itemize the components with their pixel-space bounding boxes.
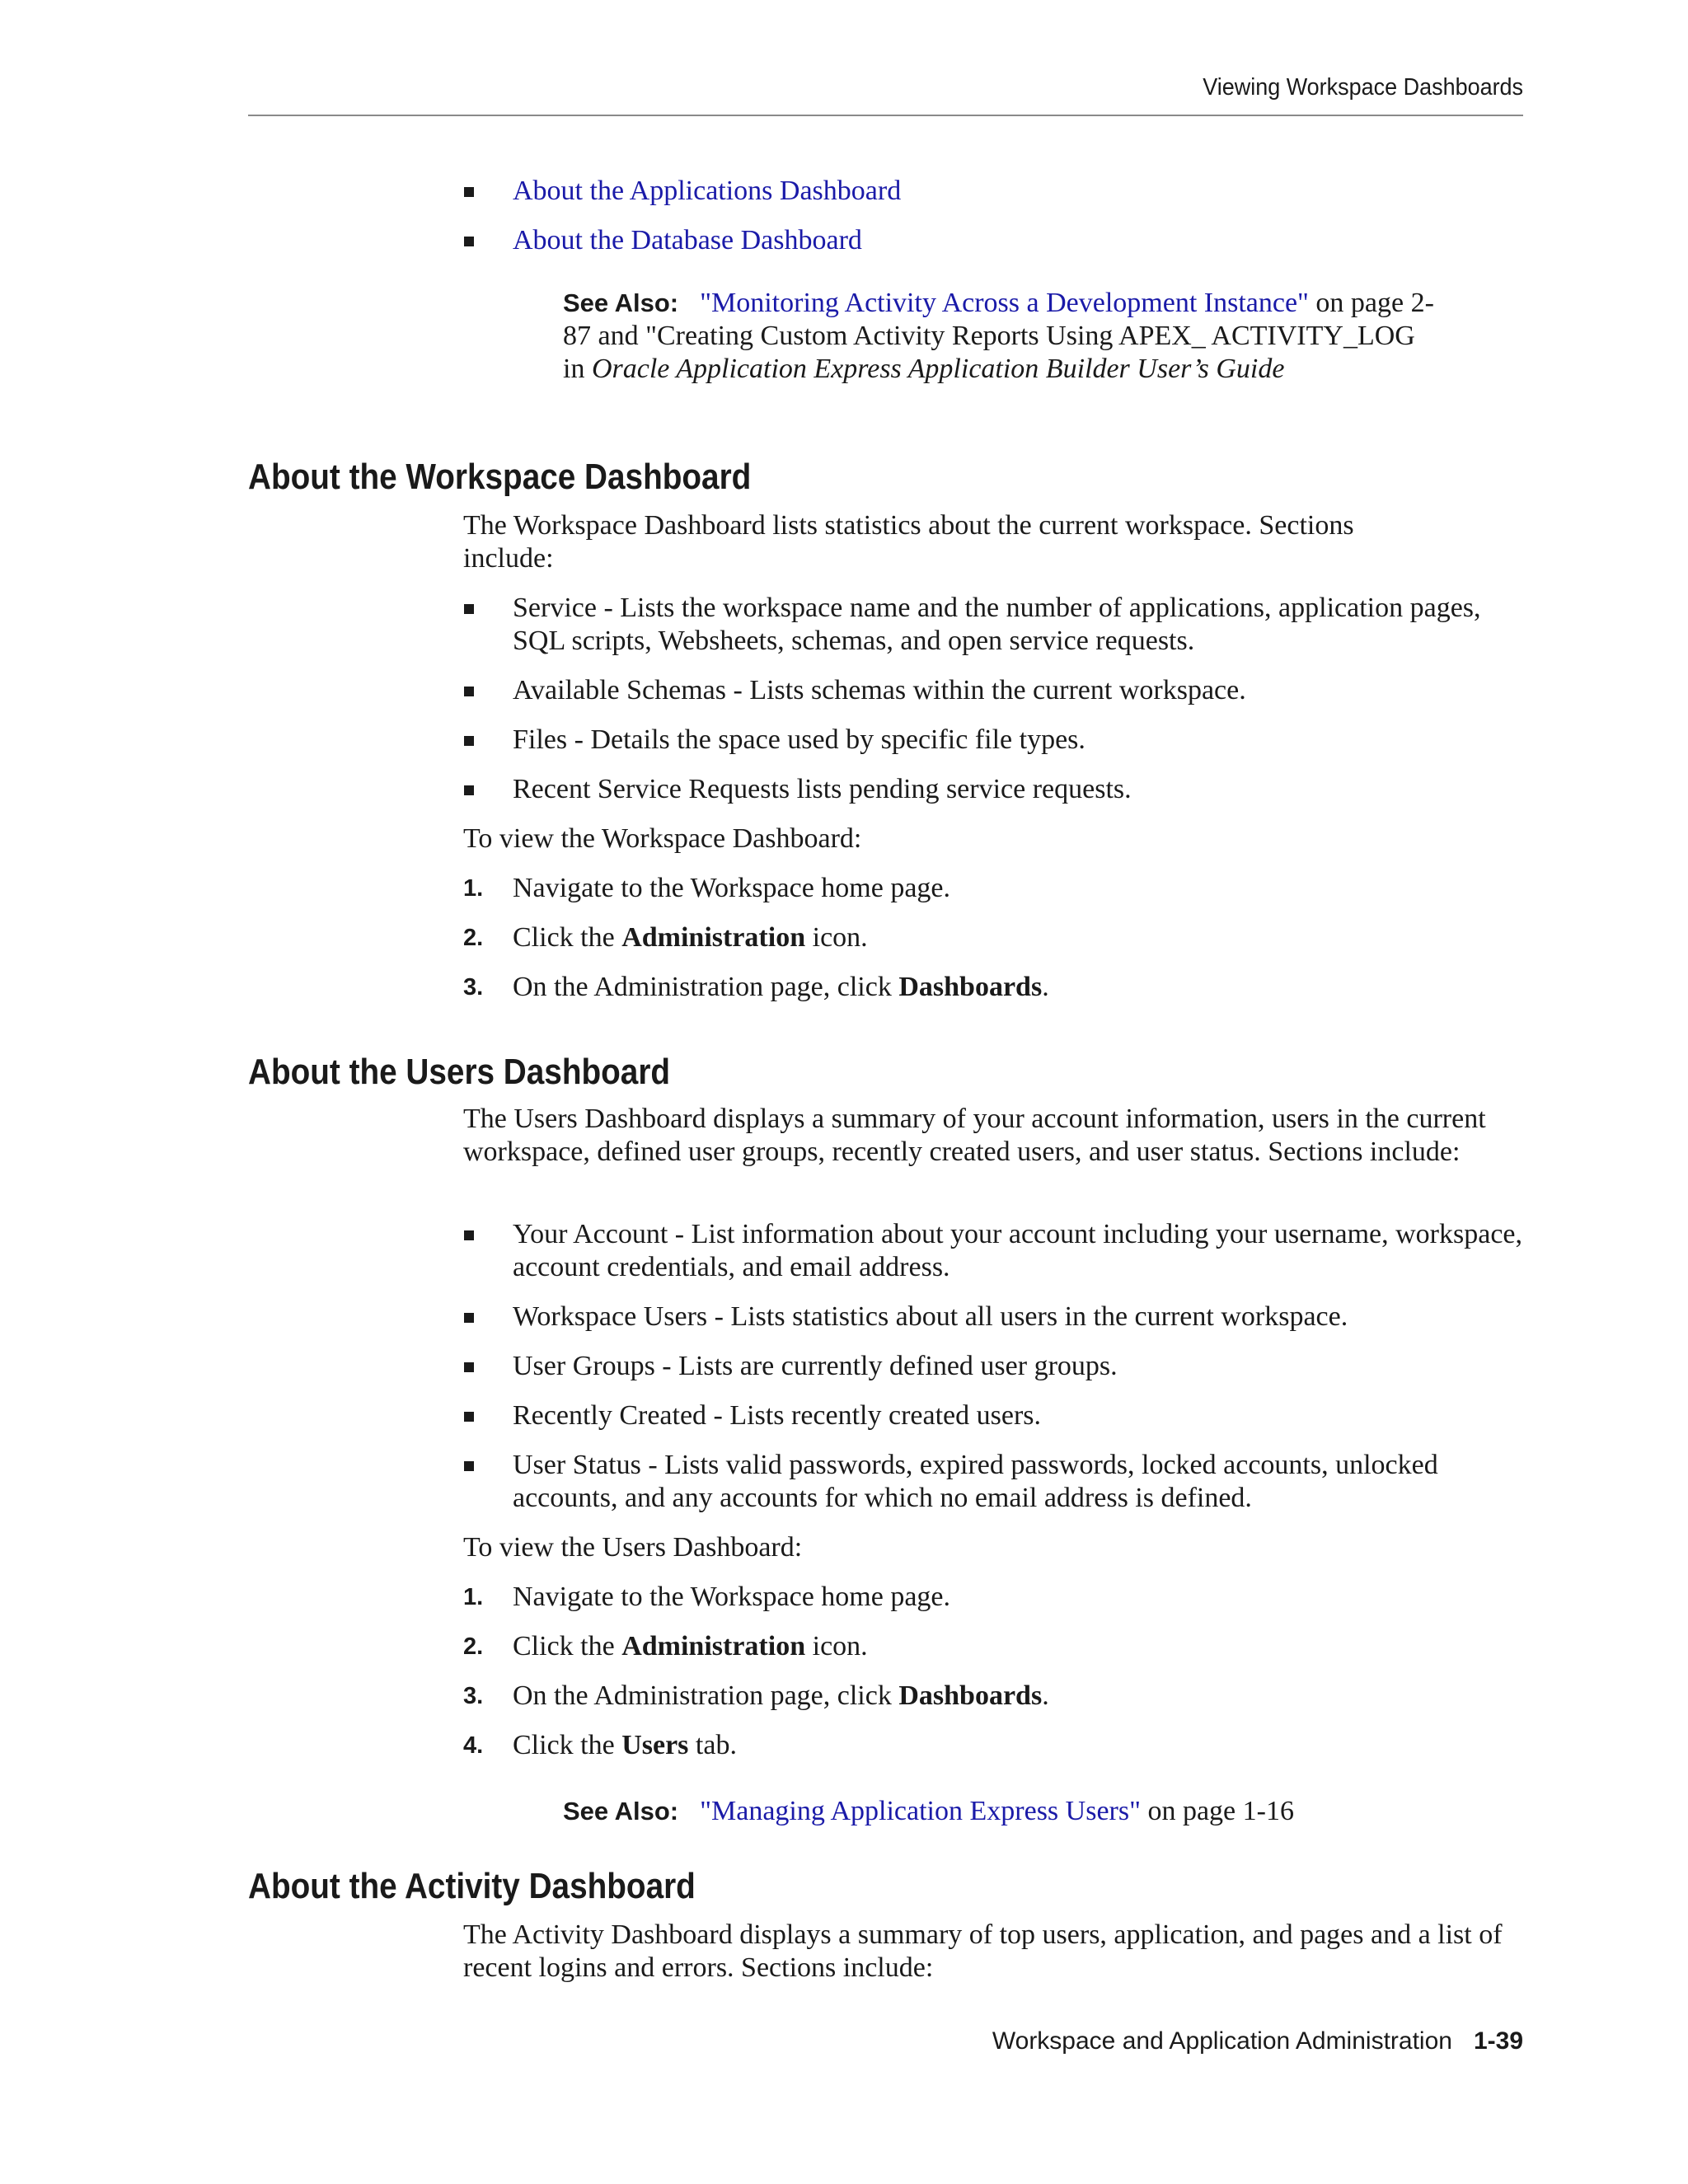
bullet-icon — [464, 187, 474, 197]
bullet-icon — [464, 1313, 474, 1323]
step-number: 1. — [463, 1584, 484, 1610]
users-intro: The Users Dashboard displays a summary of your account information, users in the current workspace, defined user groups, recently created users, and user status. Sections include: — [463, 1104, 1486, 1167]
list-item: Service - Lists the workspace name and the number of applications, application pages, SQL scripts, Websheets, schemas, and open service requests. — [513, 593, 1481, 656]
bullet-icon — [464, 1230, 474, 1240]
bullet-icon — [464, 1412, 474, 1422]
step-number: 3. — [463, 1683, 484, 1709]
step-text: On the Administration page, click Dashboards. — [513, 1680, 1049, 1711]
step-number: 2. — [463, 1633, 484, 1660]
page-footer — [992, 2027, 1523, 2055]
bullet-icon — [464, 1461, 474, 1471]
list-item: Your Account - List information about your account including your username, workspace, account credentials, and email address. — [513, 1219, 1522, 1282]
step-text: Click the Administration icon. — [513, 1631, 868, 1661]
list-item: Workspace Users - Lists statistics about all users in the current workspace. — [513, 1301, 1348, 1332]
bullet-icon — [464, 785, 474, 795]
link-managing-users[interactable]: "Managing Application Express Users" — [700, 1796, 1141, 1826]
workspace-steps-intro: To view the Workspace Dashboard: — [463, 823, 862, 854]
see-also-note: See Also: "Monitoring Activity Across a Development Instance" on page 2-87 and "Creating Custom Activity Reports Using APEX_ ACTIVITY_LOG in Oracle Application Express Application Builder User’s Guide — [563, 288, 1434, 384]
footer-chapter: Workspace and Application Administration — [992, 2027, 1452, 2055]
see-also-label: See Also: — [563, 1797, 679, 1825]
activity-intro: The Activity Dashboard displays a summary of top users, application, and pages and a list of recent logins and errors. Sections include: — [463, 1919, 1503, 1983]
step-text: Navigate to the Workspace home page. — [513, 873, 951, 903]
bullet-icon — [464, 687, 474, 696]
workspace-intro: The Workspace Dashboard lists statistics about the current workspace. Sections include: — [463, 510, 1354, 574]
book-title: Oracle Application Express Application Builder User’s Guide — [591, 354, 1285, 384]
step-text: Click the Administration icon. — [513, 922, 868, 953]
see-also-label: See Also: — [563, 288, 679, 317]
step-number: 3. — [463, 974, 484, 1001]
step-text: On the Administration page, click Dashboards. — [513, 972, 1049, 1002]
list-item: User Groups - Lists are currently defined user groups. — [513, 1351, 1118, 1381]
heading-workspace-dashboard: About the Workspace Dashboard — [248, 457, 752, 497]
bullet-icon — [464, 237, 474, 246]
bullet-icon — [464, 604, 474, 614]
step-number: 1. — [463, 875, 484, 902]
bullet-icon — [464, 1362, 474, 1372]
link-database-dashboard[interactable]: About the Database Dashboard — [513, 225, 862, 255]
heading-users-dashboard: About the Users Dashboard — [248, 1052, 671, 1092]
see-also-note: See Also: "Managing Application Express Users" on page 1-16 — [563, 1796, 1294, 1826]
list-item: Available Schemas - Lists schemas within the current workspace. — [513, 675, 1246, 705]
heading-activity-dashboard: About the Activity Dashboard — [248, 1866, 696, 1906]
list-item: Recently Created - Lists recently created users. — [513, 1400, 1042, 1431]
running-header: Viewing Workspace Dashboards — [1203, 74, 1523, 101]
header-rule — [248, 115, 1523, 116]
link-applications-dashboard[interactable]: About the Applications Dashboard — [513, 176, 902, 206]
step-text: Click the Users tab. — [513, 1730, 737, 1760]
bullet-icon — [464, 736, 474, 746]
users-steps-intro: To view the Users Dashboard: — [463, 1532, 803, 1563]
page-number: 1-39 — [1473, 2027, 1523, 2055]
step-number: 4. — [463, 1732, 484, 1759]
list-item: Recent Service Requests lists pending service requests. — [513, 774, 1132, 804]
link-monitoring-activity[interactable]: "Monitoring Activity Across a Development Instance" — [700, 288, 1309, 318]
list-item: Files - Details the space used by specific file types. — [513, 724, 1085, 755]
list-item: User Status - Lists valid passwords, expired passwords, locked accounts, unlocked accounts, and any accounts for which no email address is defined. — [513, 1450, 1438, 1513]
step-text: Navigate to the Workspace home page. — [513, 1582, 951, 1612]
step-number: 2. — [463, 925, 484, 951]
